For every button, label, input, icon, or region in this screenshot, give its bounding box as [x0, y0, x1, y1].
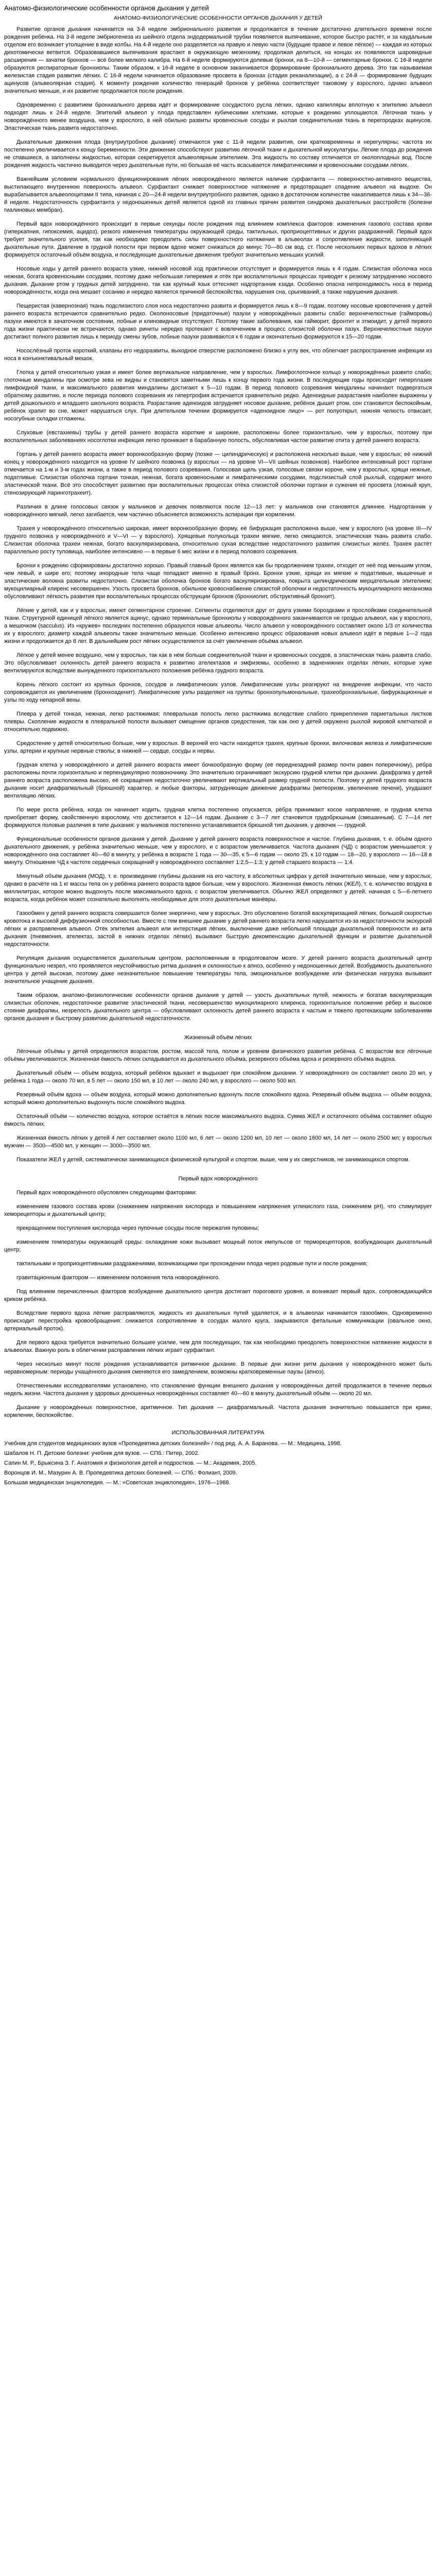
- body-paragraph: Важнейшим условием нормального функционирования лёгких новорождённого является наличие сурфактанта — поверхностно-активного вещества, выстилающего внутреннюю поверхность альвеол. Сурфактант снижает поверхностное натяжение и предотвращает спадение альвеол на выдохе. Он вырабатывается альвеолоцитами II типа, начиная с 20—24-й недели внутриутробного развития, однако в достаточном количестве накапливается лишь к 34—36-й неделе. Недостаточность сурфактанта у недоношенных детей является одной из главных причин развития синдрома дыхательных расстройств (болезни гиалиновых мембран).: [4, 176, 432, 213]
- body-paragraph: Дыхательные движения плода (внутриутробное дыхание) отмечаются уже с 11-й недели развития, они кратковременны и нерегулярны; частота их постепенно увеличивается к концу беременности. Эти движения способствуют развитию лёгочной ткани и дыхательной мускулатуры. Лёгкие плода до рождения не спавшиеся, а заполнены жидкостью, которая секретируется альвеолярным эпителием. Эта жидкость по составу отличается от околоплодных вод. После рождения жидкость частично выводится через дыхательные пути, но большая её часть всасывается лимфатическими и кровеносными сосудами лёгких.: [4, 139, 432, 168]
- body-paragraph: Носовые ходы у детей раннего возраста узкие, нижний носовой ход практически отсутствует и формируется лишь к 4 годам. Слизистая оболочка носа нежная, богата кровеносными сосудами, поэтому даже небольшая гиперемия и отёк при воспалительных процессах приводят к резкому затруднению носового дыхания. Дыхание ртом у грудных детей затруднено, так как крупный язык оттесняет надгортанник кзади. Особенно опасна непроходимость носа в период новорождённости, когда она мешает сосанию и нередко является причиной беспокойства, нарушения сна, срыгиваний, а также нарушения дыхания.: [4, 266, 432, 295]
- body-paragraph: Первый вдох новорождённого происходит в первые секунды после рождения под влиянием комплекса факторов: изменения газового состава крови (гиперкапния, гипоксемия, ацидоз), резкого изменения температуры окружающей среды, тактильных, проприоцептивных и других раздражений. Первый вдох требует значительного усилия, так как необходимо преодолеть силы поверхностного натяжения в альвеолах и сопротивление жидкости, заполняющей дыхательные пути. Давление в грудной полости при первом вдохе может снижаться до минус 70—80 см вод. ст. После нескольких первых вдохов в лёгких формируется остаточный объём воздуха, и последующие дыхательные движения требуют значительно меньших усилий.: [4, 221, 432, 258]
- document-subtitle: АНАТОМО-ФИЗИОЛОГИЧЕСКИЕ ОСОБЕННОСТИ ОРГАНОВ ДЫХАНИЯ У ДЕТЕЙ: [114, 15, 322, 21]
- body-paragraph: Лёгкие у детей, как и у взрослых, имеют сегментарное строение. Сегменты отделяются друг от друга узкими бороздками и прослойками соединительной ткани. Структурной единицей лёгкого является ацинус, однако терминальные бронхиолы у новорождённого заканчиваются не гроздью альвеол, как у взрослого, а мешочком (sacculus). Из «кружев» последних постепенно образуются новые альвеолы. Число альвеол у новорождённого составляет около 1/3 от количества их у взрослого; диаметр каждой альвеолы также значительно меньше. Особенно интенсивно процесс образования новых альвеол идёт в первые 1—2 года жизни и продолжается до 8 лет. В дальнейшем рост лёгких осуществляется за счёт увеличения объёма альвеол.: [4, 607, 432, 645]
- body-paragraph: изменением температуры окружающей среды: охлаждение кожи вызывает мощный поток импульсов от терморецепторов, возбуждающих дыхательный центр;: [4, 1239, 432, 1253]
- body-paragraph: Развитие органов дыхания начинается на 3-й неделе эмбрионального развития и продолжается в течение достаточно длительного времени после рождения ребёнка. На 3-й неделе эмбриогенеза из шейного отдела эндодермальной трубки появляется выпячивание, которое быстро растёт, и за каудальным отделом его возникает утолщение в виде колбы. На 4-й неделе оно разделяется на правую и левую части (будущие правое и левое лёгкое) — каждая из которых дихотомически ветвится. Образовавшиеся выпячивания врастают в окружающую мезенхиму, продолжая делиться, на концах их появляются шаровидные расширения — зачатки бронхов — всё более мелкого калибра. На 6-й неделе формируются долевые бронхи, на 8—10-й — сегментарные бронхи. С 16-й недели образуются респираторные бронхиолы. Таким образом, к 16-й неделе в основном заканчивается формирование бронхиального дерева. Это так называемая железистая стадия развития лёгких. С 16-й недели начинается образование просвета в бронхах (стадия реканализации), а с 24-й — формирование будущих ацинусов (альвеолярная стадия). К моменту рождения количество генераций бронхов у ребёнка соответствует таковому у взрослого, однако альвеол значительно меньше, и их развитие продолжается после рождения.: [4, 26, 432, 94]
- body-paragraph: Дыхательный объём — объём воздуха, который ребёнок вдыхает и выдыхает при спокойном дыхании. У новорождённого он составляет около 20 мл, у ребёнка 1 года — около 70 мл, в 5 лет — около 150 мл, в 10 лет — около 240 мл, у взрослого — около 500 мл.: [4, 1070, 432, 1084]
- body-paragraph: Минутный объём дыхания (МОД), т. е. произведение глубины дыхания на его частоту, в абсолютных цифрах у детей значительно меньше, чем у взрослых, однако в расчёте на 1 кг массы тела он у ребёнка раннего возраста вдвое больше, чем у взрослого. Жизненная ёмкость лёгких (ЖЕЛ), т. е. количество воздуха в миллилитрах, которое можно выдохнуть после максимального вдоха, с возрастом увеличивается. Обычно ЖЕЛ определяют у детей, начиная с 5—6-летнего возраста, когда ребёнок может сознательно выполнять необходимые для этого дыхательные манёвры.: [4, 873, 432, 903]
- document-title: Анатомо-физиологические особенности органов дыхания у детей: [4, 4, 209, 12]
- reference-item: Сапин М. Р., Брыксина З. Г. Анатомия и физиология детей и подростков. — М.: Академия, 2005.: [4, 1460, 257, 1466]
- section-heading-first-breath: Первый вдох новорождённого: [178, 1176, 258, 1182]
- reference-item: Шабалов Н. П. Детские болезни: учебник для вузов. — СПб.: Питер, 2002.: [4, 1450, 200, 1456]
- body-paragraph: Дыхание у новорождённых поверхностное, аритмичное. Тип дыхания — диафрагмальный. Частота дыхания значительно повышается при крике, кормлении, беспокойстве.: [4, 1404, 432, 1418]
- body-paragraph: Первый вдох новорождённого обусловлен следующими факторами:: [16, 1190, 197, 1196]
- body-paragraph: тактильными и проприоцептивными раздражениями, возникающими при прохождении плода через родовые пути и после рождения;: [16, 1261, 368, 1267]
- body-paragraph: Регуляция дыхания осуществляется дыхательным центром, расположенным в продолговатом мозге. У детей раннего возраста дыхательный центр функционально незрел, что проявляется неустойчивостью ритма дыхания и склонностью к апноэ, особенно у недоношенных детей. Возбудимость дыхательного центра у детей высокая, поэтому даже незначительное повышение температуры тела, эмоциональное возбуждение или физическая нагрузка вызывают значительное учащение дыхания.: [4, 955, 432, 985]
- reference-item: Большая медицинская энциклопедия. — М.: «Советская энциклопедия», 1976—1988.: [4, 1480, 231, 1486]
- body-paragraph: Грудная клетка у новорождённого и детей раннего возраста имеет бочкообразную форму (её переднезадний размер почти равен поперечному), рёбра расположены почти горизонтально и перпендикулярно позвоночнику. Это значительно ограничивает экскурсию грудной клетки при дыхании. Диафрагма у детей раннего возраста расположена высоко, её сокращения недостаточно увеличивают вертикальный размер грудной полости. Поэтому у детей грудного возраста дыхание носит диафрагмальный (брюшной) характер, и любые факторы, затрудняющие движение диафрагмы (метеоризм, увеличение печени), ухудшают вентиляцию лёгких.: [4, 762, 432, 799]
- reference-item: Учебник для студентов медицинских вузов «Пропедевтика детских болезней» / под ред. А. А. Баранова. — М.: Медицина, 1998.: [4, 1440, 342, 1447]
- body-paragraph: Под влиянием перечисленных факторов возбуждение дыхательного центра достигает порогового уровня, и возникает первый вдох, сопровождающийся криком ребёнка.: [4, 1289, 432, 1302]
- body-paragraph: Трахея у новорождённого относительно широкая, имеет воронкообразную форму, её бифуркация расположена выше, чем у взрослого (на уровне III—IV грудного позвонка у новорождённого и V—VI — у взрослого). Хрящевые полукольца трахеи мягкие, легко смещаются, эластическая ткань развита слабо. Слизистая оболочка трахеи нежная, богато васкуляризирована, относительно сухая вследствие недостаточного развития слизистых желёз. Трахея растёт параллельно росту туловища, наиболее интенсивно — в первые 6 мес жизни и в период полового созревания.: [4, 526, 432, 555]
- body-paragraph: Пещеристая (кавернозная) ткань подслизистого слоя носа недостаточно развита и формируется лишь к 8—9 годам, поэтому носовые кровотечения у детей раннего возраста встречаются сравнительно редко. Околоносовые (придаточные) пазухи у новорождённых развиты слабо: верхнечелюстные (гайморовы) пазухи имеются в зачаточном состоянии, лобные и клиновидные отсутствуют. Поэтому такие заболевания, как гайморит, фронтит и этмоидит, у детей первого года жизни практически не встречаются, однако риниты нередко протекают с вовлечением в процесс слизистой оболочки пазух. Верхнечелюстные пазухи достигают полного развития лишь к периоду смены зубов, лобные пазухи развиваются к 6 годам и окончательно формируются к 15—20 годам.: [4, 303, 432, 340]
- body-paragraph: Одновременно с развитием бронхиального дерева идёт и формирование сосудистого русла лёгких, однако капилляры вплотную к эпителию альвеол подходят лишь к 24-й неделе. Эпителий альвеол у плода представлен кубическими клетками, которые к рождению уплощаются. Лёгочная ткань у новорождённого менее воздушна, чем у взрослого, в ней обильно развиты кровеносные сосуды и рыхлая соединительная ткань в перегородках ацинусов. Эластическая ткань развита недостаточно.: [4, 102, 432, 131]
- vital-body: [4, 1048, 432, 1164]
- body-paragraph: Газообмен у детей раннего возраста совершается более энергично, чем у взрослых. Это обусловлено богатой васкуляризацией лёгких, большой скоростью кровотока и высокой диффузионной способностью. Вместе с тем внешнее дыхание у детей раннего возраста легко нарушается из-за недостаточности экскурсий лёгких и расправления альвеол. Отёк эпителия альвеол или интерстиция лёгких, выключение даже небольшой площади дыхательной поверхности из акта дыхания (пневмония, ателектаз, застой в нижних отделах лёгких) вызывают быструю декомпенсацию дыхательной функции и развитие дыхательной недостаточности.: [4, 910, 432, 947]
- body-paragraph: Показатели ЖЕЛ у детей, систематически занимающихся физической культурой и спортом, выше, чем у их сверстников, не занимающихся спортом.: [16, 1157, 410, 1163]
- body-paragraph: Через несколько минут после рождения устанавливается ритмичное дыхание. В первые дни жизни ритм дыхания у новорождённого может быть неравномерным: периоды учащённого дыхания сменяются его замедлением, возможны кратковременные паузы (апноэ).: [4, 1361, 432, 1375]
- body-paragraph: Корень лёгкого состоит из крупных бронхов, сосудов и лимфатических узлов. Лимфатические узлы реагируют на внедрение инфекции, что часто сопровождается их увеличением (бронхоаденит). Лимфатические узлы разделяют на группы: бронхопульмональные, трахеобронхиальные, бифуркационные и узлы по ходу непарной вены.: [4, 682, 432, 703]
- body-paragraph: Плевра у детей тонкая, нежная, легко растяжимая; плевральная полость легко растяжима вследствие слабого прикрепления париетальных листков плевры. Скопление жидкости в плевральной полости вызывает смещение органов средостения, так как оно у детей окружено рыхлой жировой клетчаткой и относительно подвижно.: [4, 711, 432, 733]
- body-paragraph: Функциональные особенности органов дыхания у детей. Дыхание у детей раннего возраста поверхностное и частое. Глубина дыхания, т. е. объём одного дыхательного движения, у ребёнка значительно меньше, чем у взрослого, и с возрастом увеличивается. Частота дыхания (ЧД) с возрастом уменьшается: у новорождённого она составляет 40—60 в минуту, у ребёнка в возрасте 1 года — 30—35, к 5—6 годам — около 25, к 10 годам — 18—20, у взрослого — 16—18 в минуту. Отношение ЧД к частоте сердечных сокращений у новорождённого составляет 1:2,5—1:3; у детей старшего возраста — 1:4.: [4, 836, 432, 866]
- body-paragraph: Глотка у детей относительно узкая и имеет более вертикальное направление, чем у взрослых. Лимфоглоточное кольцо у новорождённых развито слабо; глоточные миндалины при осмотре зева не видны и становятся заметными лишь к концу первого года жизни. В последующие годы происходит гиперплазия лимфоидной ткани, и максимального развития миндалины достигают к 5—10 годам. В период полового созревания миндалины начинают подвергаться обратному развитию, и после периода полового созревания их гипертрофия встречается сравнительно редко. Аденоидные разрастания наиболее выражены у детей дошкольного и младшего школьного возраста. Разрастание аденоидов затрудняет носовое дыхание, ребёнок дышит ртом, сон становится беспокойным, ребёнок храпит во сне, может нарушаться слух. При длительном течении формируется «аденоидное лицо» — рот полуоткрыт, нижняя челюсть отвисает, носогубные складки сглажены.: [4, 369, 432, 422]
- body-paragraph: Для первого вдоха требуется значительно большее усилие, чем для последующих, так как необходимо преодолеть поверхностное натяжение жидкости в альвеолах. Важную роль в облегчении расправления лёгких играет сурфактант.: [4, 1340, 432, 1353]
- body-paragraph: Вследствие первого вдоха лёгкие расправляются, жидкость из дыхательных путей удаляется, и в альвеолах начинается газообмен. Одновременно происходит перестройка кровообращения: снижается сопротивление в сосудах малого круга, закрываются фетальные коммуникации (овальное окно, артериальный проток).: [4, 1310, 432, 1332]
- body-paragraph: Различия в длине голосовых связок у мальчиков и девочек появляются после 12—13 лет: у мальчиков они становятся длиннее. Надгортанник у новорождённого мягкий, легко загибается, чем частично объясняется возможность аспирации при кормлении.: [4, 504, 432, 518]
- body-paragraph: Гортань у детей раннего возраста имеет воронкообразную форму (позже — цилиндрическую) и расположена несколько выше, чем у взрослых; её нижний конец у новорождённого находится на уровне IV шейного позвонка (у взрослых — на уровне VI—VII шейных позвонков). Наиболее интенсивный рост гортани отмечается на 1-м и 3-м годах жизни, а также в период полового созревания. Голосовая щель узкая, голосовые связки короче, чем у взрослых, хрящи нежные, податливые. Слизистая оболочка гортани тонкая, нежная, богата кровеносными и лимфатическими сосудами, подслизистый слой рыхлый, содержит много эластической ткани. Всё это способствует развитию при воспалительных процессах отёка слизистой оболочки гортани и сужения её просвета (ложный круп, стенозирующий ларинготрахеит).: [4, 451, 432, 496]
- body-paragraph: По мере роста ребёнка, когда он начинает ходить, грудная клетка постепенно опускается, рёбра принимают косое направление, и грудная клетка приобретает форму, свойственную взрослому, что достигается к 12—14 годам. Дыхание с 3—7 лет становится грудобрюшным (смешанным). С 7—14 лет формируются половые различия в типе дыхания: у мальчиков постепенно устанавливается брюшной тип дыхания, у девочек — грудной.: [4, 807, 432, 828]
- body-paragraph: Слуховые (евстахиевы) трубы у детей раннего возраста короткие и широкие, расположены более горизонтально, чем у взрослых, поэтому при воспалительных заболеваниях носоглотки инфекция легко проникает в барабанную полость, обусловливая частое развитие отита у детей раннего возраста.: [4, 430, 432, 444]
- body-paragraph: изменением газового состава крови (снижением напряжения кислорода и повышением напряжения углекислого газа, снижением pH), что стимулирует хеморецепторы и дыхательный центр;: [4, 1204, 432, 1217]
- body-paragraph: Остаточный объём — количество воздуха, которое остаётся в лёгких после максимального выдоха. Сумма ЖЕЛ и остаточного объёма составляет общую ёмкость лёгких.: [4, 1113, 432, 1127]
- body-paragraph: Жизненная ёмкость лёгких у детей 4 лет составляет около 1100 мл, 6 лет — около 1200 мл, 10 лет — около 1600 мл, 14 лет — около 2500 мл; у взрослых мужчин — 3500—4500 мл, у женщин — 3000—3500 мл.: [4, 1135, 432, 1149]
- references-heading: ИСПОЛЬЗОВАННАЯ ЛИТЕРАТУРА: [171, 1430, 265, 1436]
- body-paragraph: Отечественными исследователями установлено, что становление функции внешнего дыхания у новорождённых детей продолжается в течение первых недель жизни. Частота дыхания у здоровых доношенных новорождённых составляет 40—60 в минуту, дыхательный объём — около 20 мл.: [4, 1383, 432, 1397]
- references-list: [4, 1440, 432, 1487]
- body-paragraph: Таким образом, анатомо-физиологические особенности органов дыхания у детей — узость дыхательных путей, нежность и богатая васкуляризация слизистых оболочек, недостаточное развитие эластической ткани, несовершенство мукоцилиарного клиренса, горизонтальное положение рёбер и высокое стояние диафрагмы, незрелость дыхательного центра — обусловливают склонность детей раннего возраста к частым и тяжело протекающим заболеваниям органов дыхания и быстрому развитию дыхательной недостаточности.: [4, 992, 432, 1022]
- intro-body: [4, 26, 432, 1023]
- body-paragraph: Лёгкое у детей менее воздушно, чем у взрослых, так как в нём больше соединительной ткани и кровеносных сосудов, а эластическая ткань развита слабо. Это обусловливает склонность детей раннего возраста к развитию ателектазов и эмфиземы, особенно в задненижних отделах лёгких, которые хуже вентилируются вследствие вынужденного горизонтального положения ребёнка грудного возраста.: [4, 652, 432, 674]
- body-paragraph: Средостение у детей относительно больше, чем у взрослых. В верхней его части находятся трахея, крупные бронхи, вилочковая железа и лимфатические узлы, артерии и крупные нервные стволы; в нижней — сердце, сосуды и нервы.: [4, 740, 432, 754]
- first-breath-body: [4, 1189, 432, 1419]
- body-paragraph: Носослёзный проток короткий, клапаны его недоразвиты, выходное отверстие расположено близко к углу век, что облегчает распространение инфекции из носа в конъюнктивальный мешок.: [4, 348, 432, 362]
- body-paragraph: прекращением поступления кислорода через пупочные сосуды после пережатия пуповины;: [16, 1225, 259, 1231]
- body-paragraph: гравитационным фактором — изменением положения тела новорождённого.: [16, 1275, 220, 1281]
- body-paragraph: Бронхи к рождению сформированы достаточно хорошо. Правый главный бронх является как бы продолжением трахеи, отходит от неё под меньшим углом, чем левый, и шире его; поэтому инородные тела чаще попадают именно в правый бронх. Бронхи узкие, хрящи их мягкие и податливые, мышечные и эластические волокна развиты недостаточно. Слизистая оболочка бронхов богато васкуляризирована, покрыта цилиндрическим мерцательным эпителием; мукоцилиарный клиренс несовершенен. Узость просвета бронхов, обильное кровоснабжение слизистой оболочки и недостаточность мукоцилиарного механизма обусловливают лёгкость развития при воспалительных процессах обструкции бронхов (бронхиолит, обструктивный бронхит).: [4, 563, 432, 600]
- body-paragraph: Резервный объём вдоха — объём воздуха, который можно дополнительно вдохнуть после спокойного вдоха. Резервный объём выдоха — объём воздуха, который можно дополнительно выдохнуть после спокойного выдоха.: [4, 1092, 432, 1106]
- section-heading-vital: Жизненный объём лёгких: [184, 1035, 252, 1041]
- body-paragraph: Лёгочные объёмы у детей определяются возрастом, ростом, массой тела, полом и уровнем физического развития ребёнка. С возрастом все лёгочные объёмы увеличиваются. Жизненная ёмкость лёгких складывается из дыхательного объёма, резервного объёма вдоха и резервного объёма выдоха.: [4, 1048, 432, 1062]
- reference-item: Воронцов И. М., Мазурин А. В. Пропедевтика детских болезней. — СПб.: Фолиант, 2009.: [4, 1470, 237, 1476]
